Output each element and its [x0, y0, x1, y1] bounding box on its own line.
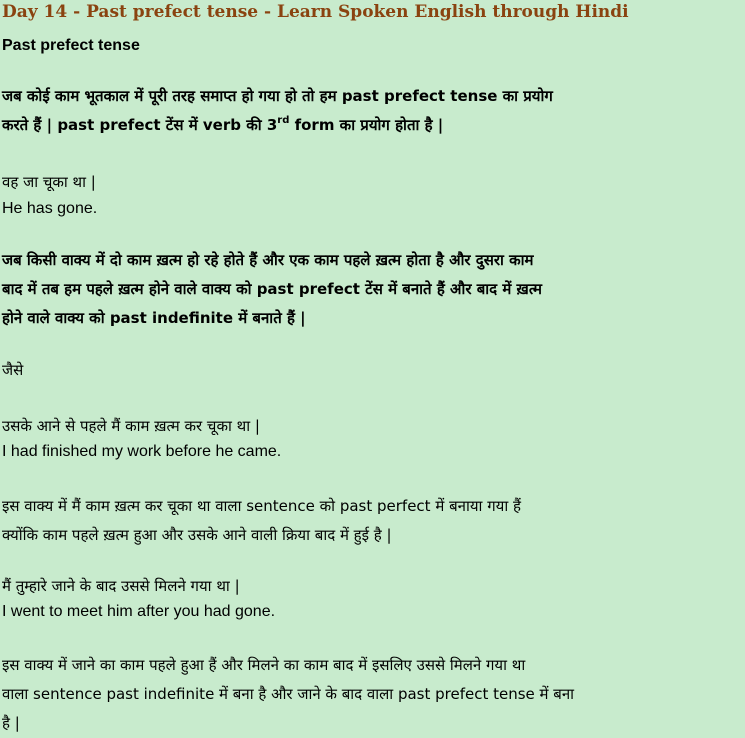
explain-3-line-1: इस वाक्य में जाने का काम पहले हुआ हैं और मिलने का काम बाद में इसलिए उससे मिलने गया था: [2, 656, 526, 674]
explain-3-paragraph: [2, 651, 742, 738]
lesson-subtitle: Past prefect tense: [2, 37, 140, 54]
example-1-hindi: वह जा चूका था |: [2, 173, 96, 191]
explain-3-line-2: वाला sentence past indefinite में बना है और जाने के बाद वाला past prefect tense में बना: [2, 685, 575, 703]
example-3-hindi: मैं तुम्हारे जाने के बाद उससे मिलने गया था |: [2, 577, 240, 595]
rule-line-3: होने वाले वाक्य को past indefinite में बनाते हैं |: [2, 309, 306, 327]
rule-line-2: बाद में तब हम पहले ख़त्म होने वाले वाक्य को past prefect टेंस में बनाते हैं और बाद में ख़त्म: [2, 280, 543, 298]
intro-superscript: rd: [277, 115, 290, 126]
explain-2-line-1: इस वाक्य में मैं काम ख़त्म कर चूका था वाला sentence को past perfect में बनाया गया हैं: [2, 497, 521, 515]
example-1-english: He has gone.: [2, 200, 98, 217]
intro-paragraph: [2, 82, 742, 140]
explain-2-paragraph: [2, 492, 742, 550]
rule-paragraph: [2, 246, 742, 333]
such-as-label: जैसे: [2, 361, 24, 379]
example-3-english: I went to meet him after you had gone.: [2, 603, 276, 620]
explain-3-line-3: है |: [2, 714, 20, 732]
intro-line-2-start: करते हैं | past prefect टेंस में verb की 3: [2, 116, 278, 134]
intro-line-1: जब कोई काम भूतकाल में पूरी तरह समाप्त हो गया हो तो हम past prefect tense का प्रयोग: [2, 87, 553, 105]
lesson-title: Day 14 - Past prefect tense - Learn Spoken English through Hindi: [2, 2, 629, 22]
rule-line-1: जब किसी वाक्य में दो काम ख़त्म हो रहे होते हैं और एक काम पहले ख़त्म होता है और दुसरा काम: [2, 251, 534, 269]
example-2-hindi: उसके आने से पहले मैं काम ख़त्म कर चूका था |: [2, 417, 260, 435]
example-2-english: I had finished my work before he came.: [2, 443, 282, 460]
explain-2-line-2: क्योंकि काम पहले ख़त्म हुआ और उसके आने वाली क्रिया बाद में हुई है |: [2, 526, 392, 544]
intro-line-2-end: form का प्रयोग होता है |: [289, 116, 444, 134]
